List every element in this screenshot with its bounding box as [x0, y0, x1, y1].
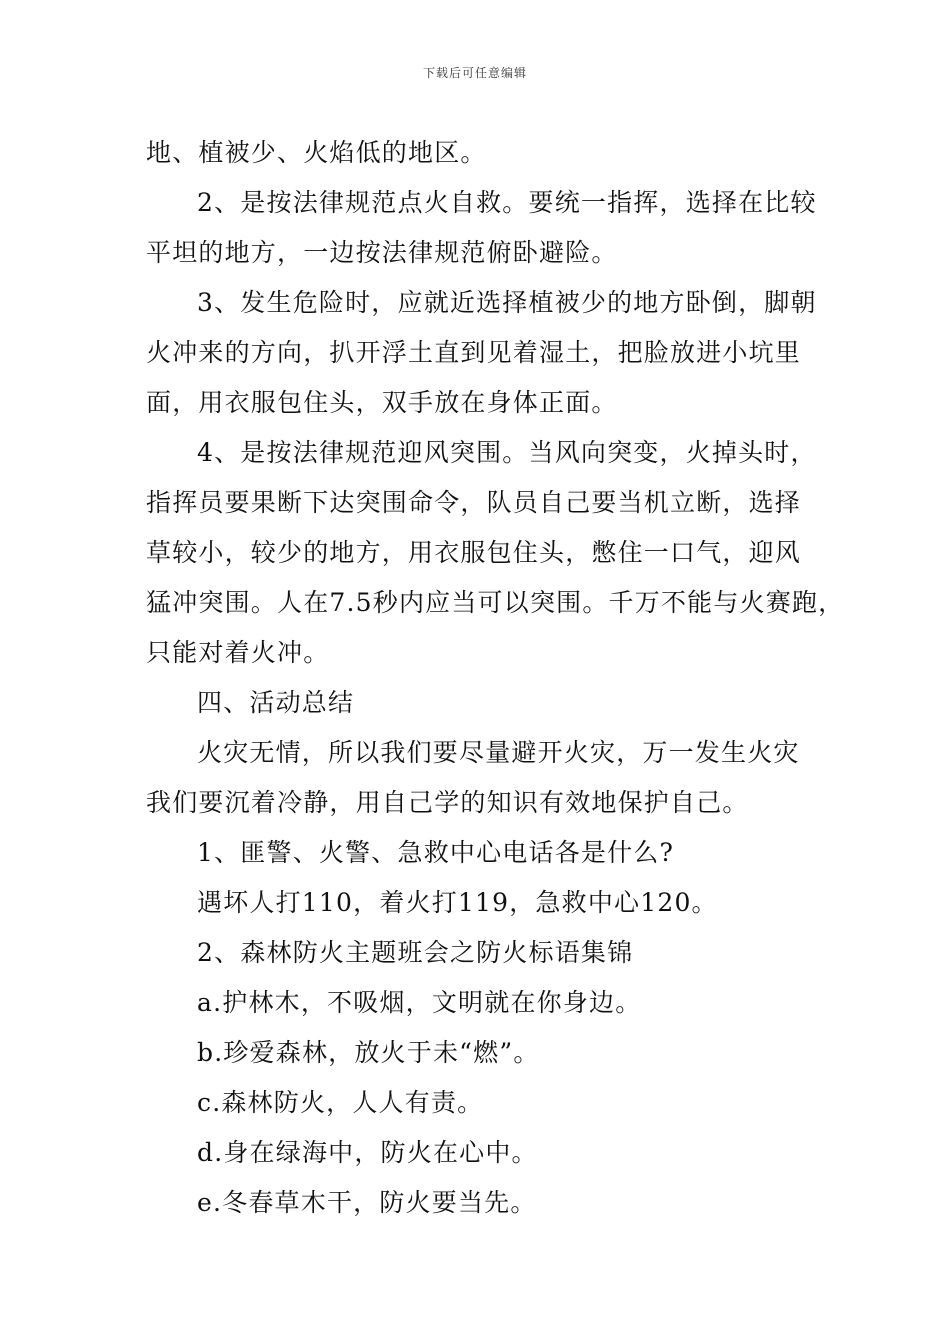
text-line: 3、发生危险时，应就近选择植被少的地方卧倒，脚朝 [197, 288, 817, 317]
text-line: 我们要沉着冷静，用自己学的知识有效地保护自己。 [146, 788, 749, 817]
answer-line: 遇坏人打110，着火打119，急救中心120。 [197, 888, 718, 917]
document-body [146, 128, 845, 1228]
text-line: 草较小，较少的地方，用衣服包住头，憋住一口气，迎风 [146, 538, 802, 567]
text-line: 地、植被少、火焰低的地区。 [146, 138, 487, 167]
slogan-item: c.森林防火，人人有责。 [197, 1088, 484, 1117]
question-line: 1、匪警、火警、急救中心电话各是什么? [197, 838, 675, 867]
page-header: 下载后可任意编辑 [422, 66, 527, 80]
slogan-item: b.珍爱森林，放火于未“燃”。 [197, 1038, 540, 1067]
text-line: 火冲来的方向，扒开浮土直到见着湿土，把脸放进小坑里 [146, 338, 802, 367]
slogan-item: d.身在绿海中，防火在心中。 [197, 1138, 538, 1167]
text-line: 平坦的地方，一边按法律规范俯卧避险。 [146, 238, 618, 267]
text-line: 火灾无情，所以我们要尽量避开火灾，万一发生火灾 [197, 738, 800, 767]
text-line: 面，用衣服包住头，双手放在身体正面。 [146, 388, 618, 417]
subsection-heading: 2、森林防火主题班会之防火标语集锦 [197, 938, 634, 967]
text-line: 4、是按法律规范迎风突围。当风向突变，火掉头时， [197, 438, 817, 467]
text-line: 猛冲突围。人在7.5秒内应当可以突围。千万不能与火赛跑， [146, 588, 845, 617]
slogan-item: a.护林木，不吸烟，文明就在你身边。 [197, 988, 642, 1017]
text-line: 2、是按法律规范点火自救。要统一指挥，选择在比较 [197, 188, 817, 217]
slogan-item: e.冬春草木干，防火要当先。 [197, 1188, 537, 1217]
section-heading: 四、活动总结 [197, 688, 355, 717]
text-line: 指挥员要果断下达突围命令，队员自己要当机立断，选择 [146, 488, 802, 517]
text-line: 只能对着火冲。 [146, 638, 330, 667]
